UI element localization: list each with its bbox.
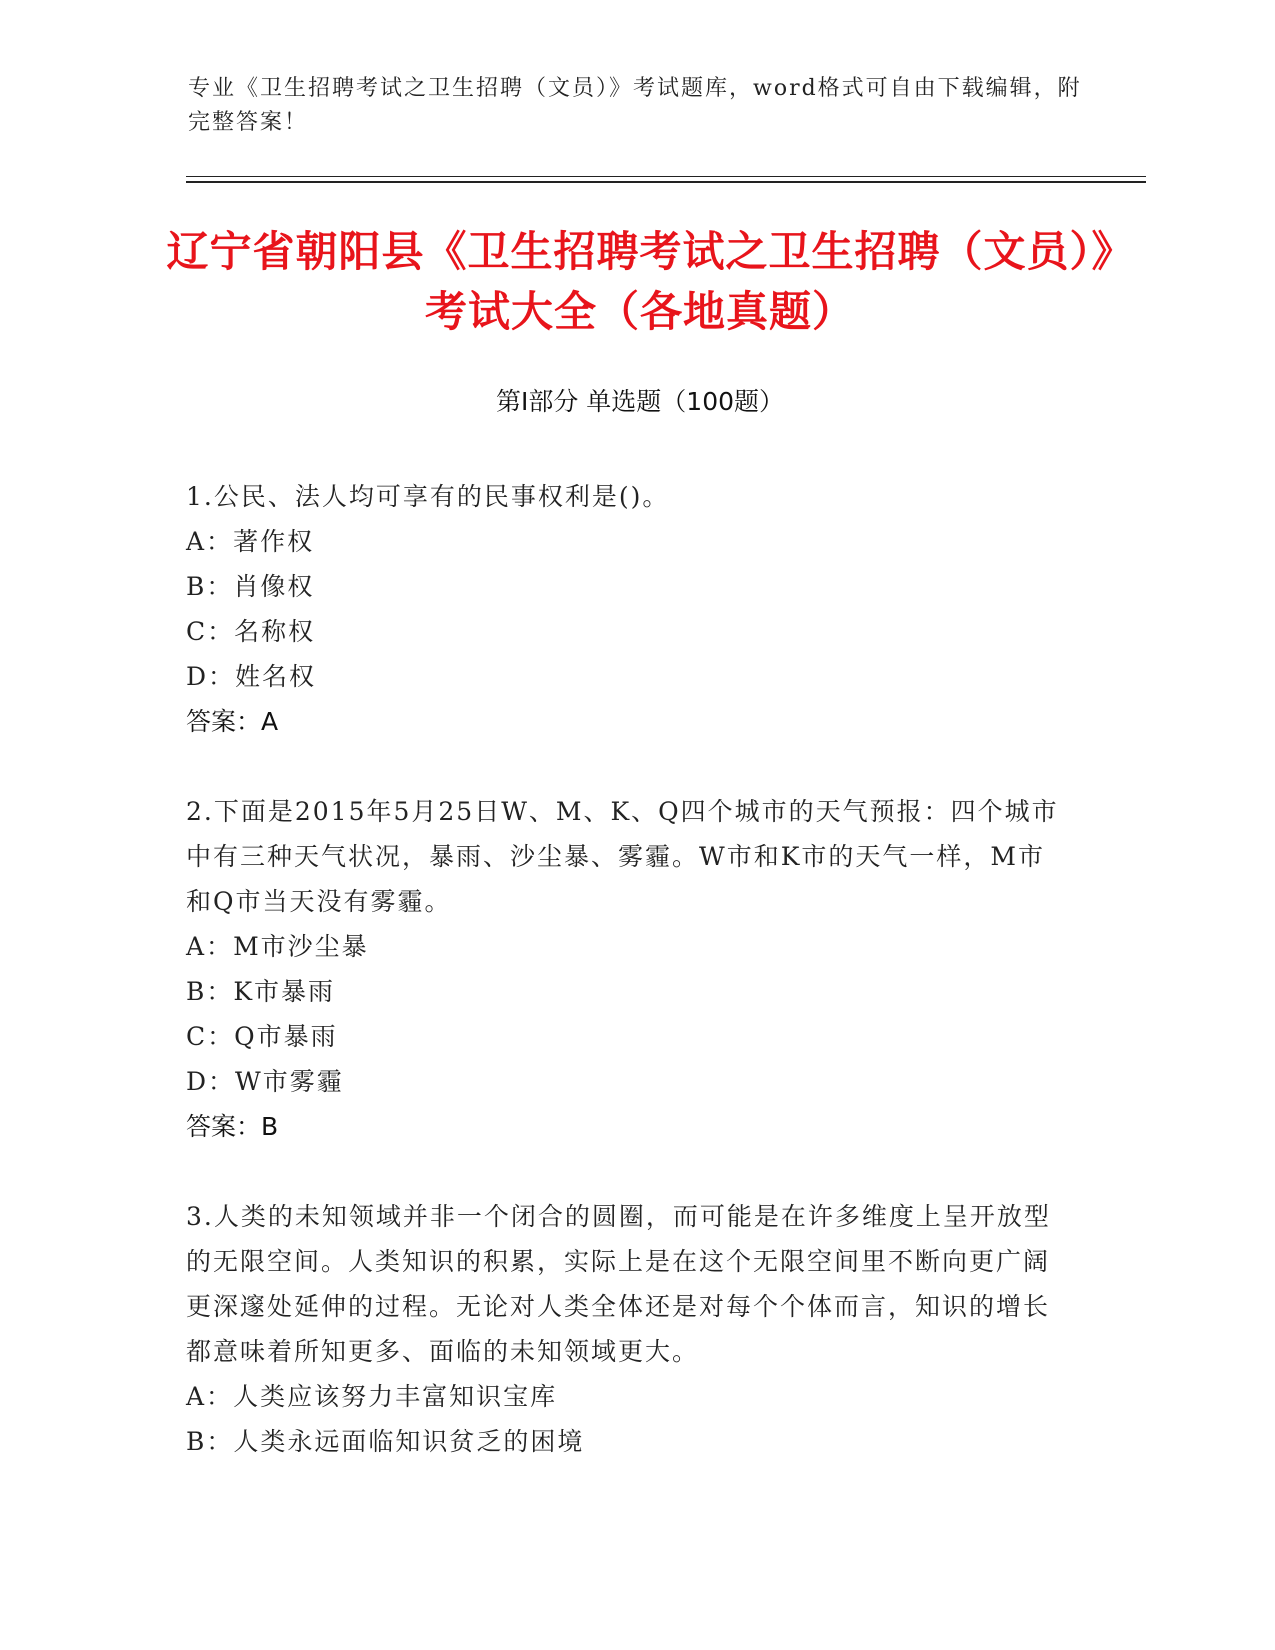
question-1 bbox=[186, 474, 1066, 744]
option-key: C： bbox=[186, 617, 235, 646]
option-text: M市沙尘暴 bbox=[233, 932, 369, 961]
option-a bbox=[186, 1374, 1066, 1419]
option-text: 姓名权 bbox=[235, 662, 317, 691]
option-key: D： bbox=[186, 1067, 236, 1096]
option-key: C： bbox=[186, 1022, 235, 1051]
option-key: A： bbox=[186, 527, 234, 556]
question-stem: 2.下面是2015年5月25日W、M、K、Q四个城市的天气预报：四个城市中有三种天气状况，暴雨、沙尘暴、雾霾。W市和K市的天气一样，M市和Q市当天没有雾霾。 bbox=[186, 797, 1059, 916]
option-text: 肖像权 bbox=[233, 572, 315, 601]
option-a bbox=[186, 519, 1066, 564]
question-list bbox=[186, 474, 1066, 1464]
header-rule-thin bbox=[186, 176, 1146, 177]
option-a bbox=[186, 924, 1066, 969]
option-text: 人类永远面临知识贫乏的困境 bbox=[233, 1427, 585, 1456]
option-text: 人类应该努力丰富知识宝库 bbox=[233, 1382, 558, 1411]
question-stem: 1.公民、法人均可享有的民事权利是()。 bbox=[186, 482, 670, 511]
option-b bbox=[186, 564, 1066, 609]
header-rule-thick bbox=[186, 181, 1146, 183]
option-text: 名称权 bbox=[234, 617, 316, 646]
option-d bbox=[186, 1059, 1066, 1104]
option-key: A： bbox=[186, 932, 234, 961]
option-c bbox=[186, 609, 1066, 654]
option-d bbox=[186, 654, 1066, 699]
header-note: 专业《卫生招聘考试之卫生招聘（文员）》考试题库，word格式可自由下载编辑，附完整答案！ bbox=[188, 76, 1082, 135]
option-key: D： bbox=[186, 662, 236, 691]
question-stem: 3.人类的未知领域并非一个闭合的圆圈，而可能是在许多维度上呈开放型的无限空间。人类知识的积累，实际上是在这个无限空间里不断向更广阔更深邃处延伸的过程。无论对人类全体还是对每个个体而言，知识的增长都意味着所知更多、面临的未知领域更大。 bbox=[186, 1202, 1051, 1366]
option-key: A： bbox=[186, 1382, 234, 1411]
document-title: 辽宁省朝阳县《卫生招聘考试之卫生招聘（文员）》考试大全（各地真题） bbox=[166, 227, 1114, 336]
option-c bbox=[186, 1014, 1066, 1059]
option-text: W市雾霾 bbox=[235, 1067, 344, 1096]
option-key: B： bbox=[186, 977, 234, 1006]
section-title: 第Ⅰ部分 单选题（100题） bbox=[495, 387, 785, 416]
option-b bbox=[186, 1419, 1066, 1464]
option-key: B： bbox=[186, 572, 234, 601]
option-text: K市暴雨 bbox=[233, 977, 336, 1006]
option-text: Q市暴雨 bbox=[234, 1022, 338, 1051]
answer: 答案：A bbox=[186, 707, 279, 736]
question-3 bbox=[186, 1194, 1066, 1464]
answer: 答案：B bbox=[186, 1112, 279, 1141]
option-key: B： bbox=[186, 1427, 234, 1456]
question-2 bbox=[186, 789, 1066, 1149]
option-b bbox=[186, 969, 1066, 1014]
option-text: 著作权 bbox=[233, 527, 315, 556]
